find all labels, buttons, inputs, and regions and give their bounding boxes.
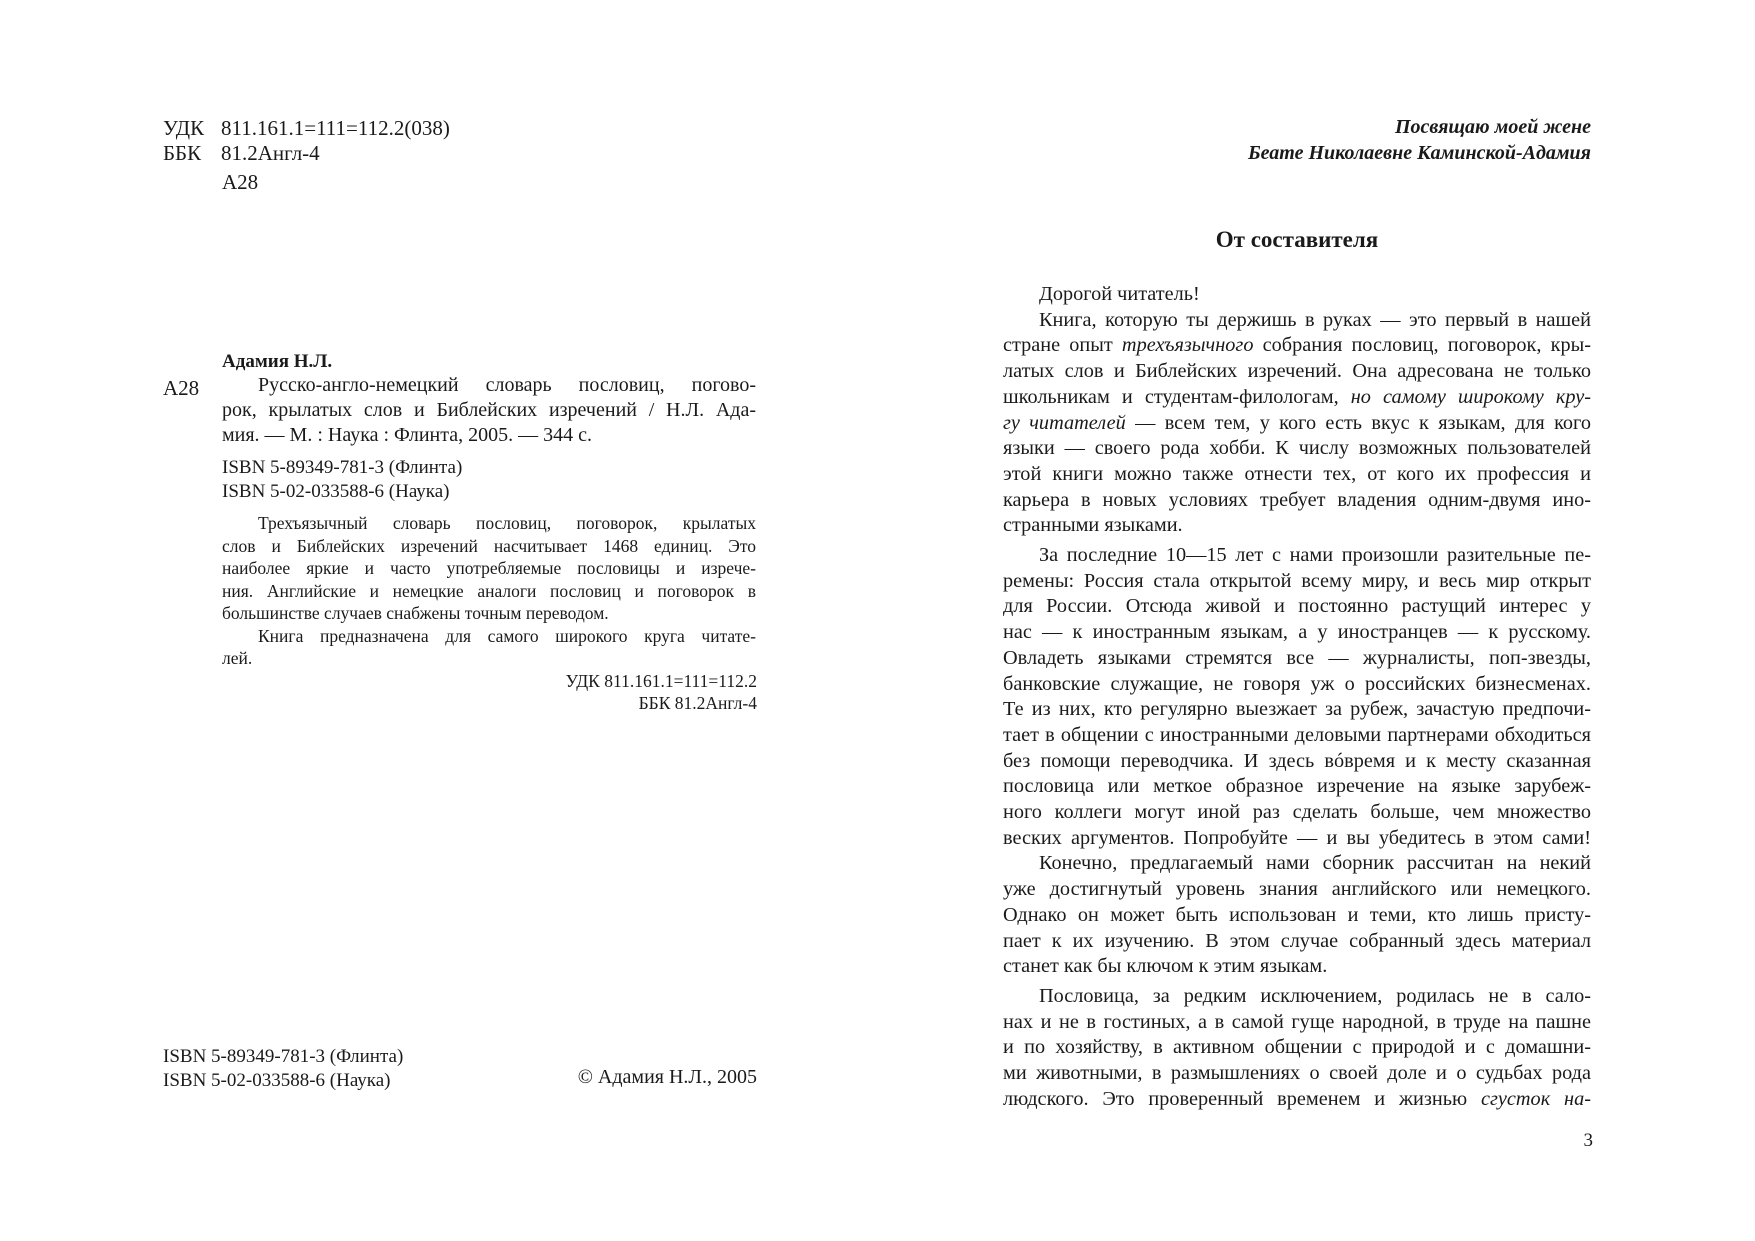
- card-bbk: ББК 81.2Англ-4: [638, 693, 757, 713]
- preface-line: Дорогой читатель!: [1039, 283, 1200, 305]
- dedication-line: Беате Николаевне Каминской-Адамия: [1247, 142, 1591, 164]
- preface-line: ного коллеги могут иной раз сделать больше, чем множество: [1003, 801, 1591, 824]
- preface-line: Овладеть языками стремятся все — журналисты, поп-звезды,: [1003, 646, 1591, 669]
- preface-line: пословица или меткое образное изречение на языке зарубеж-: [1003, 775, 1591, 798]
- preface-line: для России. Отсюда живой и постоянно растущий интерес у: [1003, 595, 1591, 618]
- preface-line: и по хозяйству, в активном общении с природой и с домашни-: [1003, 1036, 1591, 1059]
- page-number: 3: [1583, 1130, 1593, 1151]
- preface-line: Конечно, предлагаемый нами сборник рассчитан на некий: [1039, 852, 1591, 875]
- card-classification: [566, 670, 757, 714]
- preface-line: ми животными, в размышлениях о своей доле и о судьбах рода: [1003, 1062, 1591, 1085]
- preface-line: языки — своего рода хобби. К числу возможных пользователей: [1003, 437, 1591, 460]
- card-isbn: [222, 456, 462, 504]
- card-isbn-line: ISBN 5-02-033588-6 (Наука): [222, 481, 450, 502]
- annotation-line: ния. Английские и немецкие аналоги пословиц и поговорок в: [222, 580, 756, 601]
- preface-line: За последние 10—15 лет с нами произошли разительные пе-: [1039, 544, 1591, 567]
- preface-line: латых слов и Библейских изречений. Она адресована не только: [1003, 360, 1591, 383]
- preface-line: нах и не в гостиных, а в самой гуще народной, в труде на пашне: [1003, 1010, 1591, 1033]
- preface-line: людского. Это проверенный временем и жизнью сгусток на-: [1003, 1087, 1591, 1110]
- preface-line: нас — к иностранным языкам, а у иностранцев — к русскому.: [1003, 621, 1591, 644]
- card-isbn-line: ISBN 5-89349-781-3 (Флинта): [222, 457, 463, 478]
- preface-line: странными языками.: [1003, 514, 1183, 537]
- annotation-line: Книга предназначена для самого широкого круга читате-: [258, 625, 756, 646]
- card-sign: А28: [163, 376, 200, 400]
- preface-line: тает в общении с иностранными деловыми партнерами обходиться: [1003, 723, 1591, 746]
- annotation-line: Трехъязычный словарь пословиц, поговорок, крылатых: [258, 513, 756, 533]
- bbk-label: ББК: [163, 141, 202, 165]
- card-title-line: мия. — М. : Наука : Флинта, 2005. — 344 с.: [222, 424, 592, 446]
- annotation-line: лей.: [222, 648, 253, 668]
- preface-line: ремены: Россия стала открытой всему миру, и весь мир открыт: [1003, 569, 1591, 592]
- bbk-line: [163, 141, 450, 166]
- udk-bbk-header: [163, 116, 450, 166]
- author-sign: А28: [222, 170, 259, 194]
- card-title-line: Русско-англо-немецкий словарь пословиц, погово-: [258, 374, 756, 396]
- preface-line: уже достигнутый уровень знания английского или немецкого.: [1003, 878, 1591, 901]
- udk-line: [163, 116, 450, 141]
- preface-line: Однако он может быть использован и теми, кто лишь присту-: [1003, 903, 1591, 926]
- copyright: © Адамия Н.Л., 2005: [577, 1066, 757, 1088]
- imprint-isbn-line: ISBN 5-02-033588-6 (Наука): [163, 1070, 391, 1091]
- preface-line: пает к их изучению. В этом случае собранный здесь материал: [1003, 929, 1591, 952]
- card-title: [222, 373, 756, 448]
- preface-line: карьера в новых условиях требует владения одним-двумя ино-: [1003, 488, 1591, 511]
- dedication-line: Посвящаю моей жене: [1394, 116, 1591, 138]
- imprint-isbn: [163, 1045, 403, 1093]
- section-heading: От составителя: [1215, 227, 1379, 252]
- preface-line: этой книги можно также отнести тех, от кого их профессия и: [1003, 462, 1591, 485]
- imprint-isbn-line: ISBN 5-89349-781-3 (Флинта): [163, 1046, 404, 1067]
- card-annotation: [222, 512, 756, 670]
- annotation-line: большинстве случаев снабжены точным переводом.: [222, 603, 609, 623]
- preface-body: [1003, 282, 1591, 1113]
- annotation-line: наиболее яркие и часто употребляемые пословицы и изрече-: [222, 558, 756, 578]
- preface-line: гу читателей — всем тем, у кого есть вкус к языкам, для кого: [1003, 411, 1591, 434]
- preface-line: банковские служащие, не говоря уж о российских бизнесменах.: [1003, 672, 1591, 695]
- preface-line: школьникам и студентам-филологам, но самому широкому кру-: [1003, 385, 1591, 408]
- dedication: [1248, 114, 1591, 166]
- udk-label: УДК: [163, 116, 205, 140]
- card-author: Адамия Н.Л.: [222, 351, 333, 372]
- card-title-line: рок, крылатых слов и Библейских изречений / Н.Л. Ада-: [222, 399, 756, 421]
- preface-line: без помощи переводчика. И здесь вóвремя и к месту сказанная: [1003, 749, 1591, 772]
- bbk-value: 81.2Англ-4: [221, 141, 320, 165]
- preface-line: Те из них, кто регулярно выезжает за рубеж, зачастую предпочи-: [1003, 698, 1591, 721]
- preface-line: Книга, которую ты держишь в руках — это первый в нашей: [1039, 308, 1591, 331]
- card-udk: УДК 811.161.1=111=112.2: [565, 671, 757, 691]
- preface-line: веских аргументов. Попробуйте — и вы убедитесь в этом сами!: [1003, 826, 1591, 849]
- annotation-line: слов и Библейских изречений насчитывает 1468 единиц. Это: [222, 535, 756, 556]
- preface-line: станет как бы ключом к этим языкам.: [1003, 955, 1328, 978]
- preface-line: Пословица, за редким исключением, родилась не в сало-: [1039, 984, 1591, 1007]
- udk-value: 811.161.1=111=112.2(038): [221, 116, 450, 140]
- preface-line: стране опыт трехъязычного собрания пословиц, поговорок, кры-: [1003, 334, 1591, 357]
